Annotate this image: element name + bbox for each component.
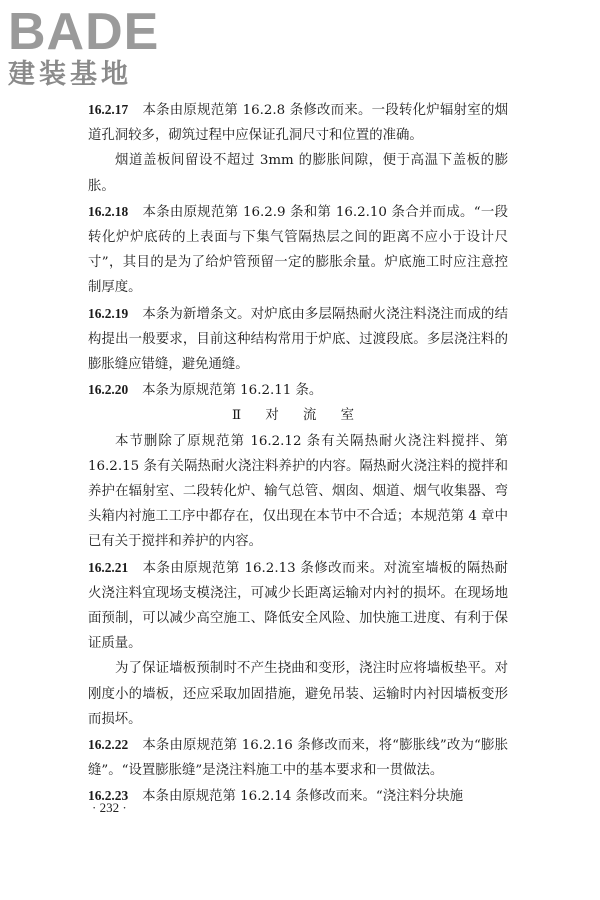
clause-text: 本条由原规范第 16.2.9 条和第 16.2.10 条合并而成。“一段转化炉炉底砖的上表面与下集气管隔热层之间的距离不应小于设计尺寸”，其目的是为了给炉管预留一定的膨胀余量。炉底施工时应注意控制厚度。	[88, 204, 508, 296]
clause-text: 为了保证墙板预制时不产生挠曲和变形，浇注时应将墙板垫平。对刚度小的墙板，还应采取加固措施，避免吊装、运输时内衬因墙板变形而损坏。	[88, 661, 508, 727]
clause-16-2-21	[88, 555, 508, 657]
clause-continuation	[88, 656, 508, 732]
clause-16-2-22	[88, 732, 508, 783]
clause-text: 本条由原规范第 16.2.16 条修改而来，将“膨胀线”改为“膨胀缝”。“设置膨胀缝”是浇注料施工中的基本要求和一贯做法。	[88, 738, 508, 779]
clause-16-2-19	[88, 301, 508, 378]
clause-16-2-23	[88, 783, 508, 809]
clause-number: 16.2.18	[88, 203, 129, 219]
section-intro	[88, 429, 508, 555]
clause-text: 本条由原规范第 16.2.14 条修改而来。“浇注料分块施	[142, 789, 464, 805]
clause-text: 烟道盖板间留设不超过 3mm 的膨胀间隙，便于高温下盖板的膨胀。	[88, 153, 508, 194]
page-number: · 232 ·	[92, 800, 127, 815]
clause-number: 16.2.17	[88, 102, 129, 117]
clause-text: 本节删除了原规范第 16.2.12 条有关隔热耐火浇注料搅拌、第 16.2.15 条有关隔热耐火浇注料养护的内容。隔热耐火浇注料的搅拌和养护在辐射室、二段转化炉、输气总管、烟囱、烟道、烟气收集器、弯头箱内衬施工工序中都存在，仅出现在本节中不合适；本规范第 4 章中已有关于搅拌和养护的内容。	[88, 433, 508, 550]
clause-text: 本条由原规范第 16.2.13 条修改而来。对流室墙板的隔热耐火浇注料宜现场支模浇注，可减少长距离运输对内衬的损坏。在现场地面预制，可以减少高空施工、降低安全风险、加快施工进度、有利于保证质量。	[88, 560, 508, 652]
clause-number: 16.2.21	[88, 559, 129, 575]
clause-16-2-17	[88, 97, 508, 148]
clause-number: 16.2.22	[88, 737, 129, 753]
clause-16-2-18	[88, 199, 508, 301]
clause-16-2-20	[88, 377, 508, 403]
section-heading: Ⅱ 对 流 室	[231, 408, 365, 424]
clause-continuation	[88, 148, 508, 198]
clause-number: 16.2.20	[88, 382, 129, 398]
clause-text: 本条为原规范第 16.2.11 条。	[142, 383, 323, 399]
clause-number: 16.2.19	[88, 305, 129, 321]
clause-number: 16.2.23	[88, 788, 129, 804]
logo-subtitle: 建装基地	[8, 59, 132, 90]
document-body	[88, 97, 508, 810]
clause-text: 本条由原规范第 16.2.8 条修改而来。一段转化炉辐射室的烟道孔洞较多，砌筑过程中应保证孔洞尺寸和位置的准确。	[88, 103, 508, 144]
clause-text: 本条为新增条文。对炉底由多层隔热耐火浇注料浇注而成的结构提出一般要求，目前这种结构常用于炉底、过渡段底。多层浇注料的膨胀缝应错缝，避免通缝。	[88, 306, 508, 373]
logo-wordmark: BADE	[8, 3, 160, 61]
bade-logo	[8, 3, 178, 96]
